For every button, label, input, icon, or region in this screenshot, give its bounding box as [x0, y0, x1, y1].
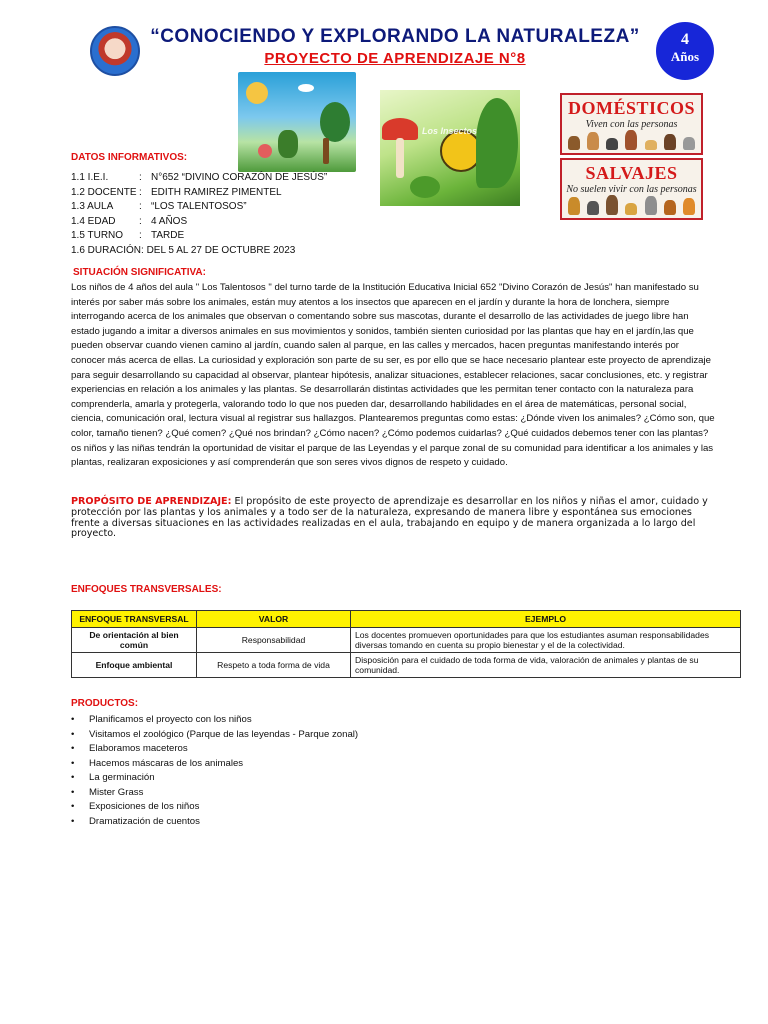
age-badge-number: 4 [681, 31, 689, 48]
nature-collage-image [238, 72, 356, 172]
insects-illustration [380, 90, 520, 206]
situacion-heading: SITUACIÓN SIGNIFICATIVA: [73, 267, 206, 278]
datos-row [71, 229, 327, 244]
cell-ejemplo: Disposición para el cuidado de toda forma de vida, valoración de animales y plantas de su comunidad. [351, 653, 741, 678]
datos-sep: : [139, 201, 142, 212]
datos-duracion: 1.6 DURACIÓN: DEL 5 AL 27 DE OCTUBRE 2023 [71, 244, 296, 256]
datos-key: 1.4 EDAD [71, 215, 116, 227]
page-title: “CONOCIENDO Y EXPLORANDO LA NATURALEZA” [150, 26, 640, 47]
datos-list [71, 171, 327, 258]
bullet: • [71, 743, 75, 754]
cell-valor: Responsabilidad [197, 628, 351, 653]
list-item [71, 815, 358, 830]
bullet: • [71, 757, 75, 769]
list-item-text: Mister Grass [89, 786, 144, 798]
column-header-enfoque: ENFOQUE TRANSVERSAL [72, 611, 197, 628]
list-item-text: Planificamos el proyecto con los niños [89, 714, 252, 725]
datos-value: N°652 “DIVINO CORAZÓN DE JESÚS” [151, 172, 328, 183]
datos-sep: : [139, 186, 142, 198]
datos-sep: : [139, 172, 142, 183]
datos-value: “LOS TALENTOSOS” [151, 201, 247, 212]
proposito-text: El propósito de este proyecto de aprendizaje es desarrollar en los niños y niñas el amor, cuidado y protección por las plantas y los animales y a todo ser de la naturaleza, expresando de manera libre y espontánea sus emociones frente a diversas situaciones en las actividades realizadas en el aula, trabajando en equipo y de manera organizada a lo largo del proyecto. [71, 496, 708, 540]
list-item [71, 757, 358, 772]
bullet: • [71, 728, 75, 740]
list-item-text: Dramatización de cuentos [89, 815, 200, 827]
cell-ejemplo: Los docentes promueven oportunidades para que los estudiantes asuman responsabilidades diversas tomando en cuenta su propio bienestar y el de la colectividad. [351, 628, 741, 653]
bullet: • [71, 815, 75, 827]
list-item [71, 771, 358, 786]
domestic-banner-subtitle: Viven con las personas [585, 119, 678, 130]
bullet: • [71, 714, 75, 725]
datos-value: EDITH RAMIREZ PIMENTEL [151, 186, 282, 198]
list-item [71, 713, 358, 728]
age-badge [656, 22, 714, 80]
datos-key: 1.5 TURNO [71, 230, 124, 241]
datos-value: 4 AÑOS [151, 215, 188, 227]
enfoques-heading: ENFOQUES TRANSVERSALES: [71, 584, 222, 595]
datos-key: 1.1 I.E.I. [71, 172, 109, 183]
age-badge-label: Años [670, 49, 700, 64]
datos-key: 1.3 AULA [71, 201, 114, 212]
datos-value: TARDE [151, 230, 185, 241]
domestic-banner-title: DOMÉSTICOS [567, 98, 696, 118]
list-item-text: Elaboramos maceteros [89, 743, 188, 754]
school-logo [90, 26, 140, 76]
insects-caption: Los Insectos [422, 126, 478, 136]
datos-row [71, 171, 327, 186]
datos-row [71, 186, 327, 201]
list-item-text: La germinación [89, 772, 155, 783]
datos-sep: : [139, 230, 142, 241]
table-row [72, 653, 741, 678]
wild-banner-title: SALVAJES [585, 163, 678, 183]
list-item [71, 742, 358, 757]
column-header-valor: VALOR [197, 611, 351, 628]
productos-heading: PRODUCTOS: [71, 698, 139, 709]
datos-sep: : [139, 215, 142, 227]
cell-enfoque: Enfoque ambiental [72, 653, 197, 678]
table-row [72, 628, 741, 653]
productos-list [71, 713, 358, 829]
datos-key: 1.2 DOCENTE [71, 186, 137, 198]
table-header-row [72, 611, 741, 628]
datos-heading: DATOS INFORMATIVOS: [71, 152, 188, 163]
bullet: • [71, 786, 75, 798]
proposito-paragraph [71, 497, 719, 540]
datos-row [71, 200, 327, 215]
list-item [71, 786, 358, 801]
proposito-label: PROPÓSITO DE APRENDIZAJE: [71, 496, 232, 507]
domestic-animals-banner [560, 93, 703, 155]
bullet: • [71, 772, 75, 783]
datos-row [71, 215, 327, 230]
list-item [71, 800, 358, 815]
list-item-text: Exposiciones de los niños [89, 801, 200, 812]
cell-valor: Respeto a toda forma de vida [197, 653, 351, 678]
list-item-text: Hacemos máscaras de los animales [89, 757, 244, 769]
page-subtitle: PROYECTO DE APRENDIZAJE N°8 [264, 50, 526, 67]
column-header-ejemplo: EJEMPLO [351, 611, 741, 628]
wild-banner-subtitle: No suelen vivir con las personas [566, 184, 697, 195]
bullet: • [71, 801, 75, 812]
enfoques-table [71, 610, 741, 678]
situacion-text: Los niños de 4 años del aula " Los Talentosos " del turno tarde de la Institución Educativa Inicial 652 "Divino Corazón de Jesús" han manifestado su interés por saber más sobre los animales, están muy atentos a los insectos que aparecen en el jardín y durante la hora de lonchera, siempre interrogando acerca de los animales que observan o comentando sobre sus mascotas, durante el desarrollo de las actividades de juego libre han estado jugando a imitar a diversos animales en sus movimientos y sonidos, también sienten curiosidad por las plantas que hay en el jardín,las que pueden observar cuando vienen camino al jardín, cuando salen al parque, en las calles y mercados, hacen preguntas manifestando interés por conocer más acerca de ellas. La curiosidad y exploración son parte de su ser, es por ello que se hace necesario plantear este proyecto de aprendizaje para seguir desarrollando su capacidad al observar, plantear hipótesis, analizar situaciones, establecer relaciones, sacar conclusiones, etc. y registrar experiencias en relación a los animales y las plantas. Se desarrollarán distintas actividades que les permitan tener contacto con la naturaleza para comprenderla, amarla y protegerla, valorando todo lo que nos pueden dar, desarrollando habilidades en el área de matemáticas, personal social, ciencia, comunicación oral, lectura visual al registrar sus hallazgos. Plantearemos preguntas como estas: ¿Dónde viven los animales? ¿Cómo son, que color, tamaño tienen? ¿Qué comen? ¿Qué nos brindan? ¿Cómo nacen? ¿Cómo podemos cuidarlas? ¿Qué cuidados debemos tener con las plantas? os niños y las niñas tendrán la oportunidad de visitar el parque de las Leyendas y el parque zonal de su comunidad para identificar a los animales y las plantas, realizaran exposiciones y así comprenderán que son seres vivos dignos de respeto y cuidado. [71, 282, 715, 469]
list-item-text: Visitamos el zoológico (Parque de las leyendas - Parque zonal) [89, 728, 359, 740]
wild-animals-banner [560, 158, 703, 220]
cell-enfoque: De orientación al bien común [72, 628, 197, 653]
list-item [71, 728, 358, 743]
